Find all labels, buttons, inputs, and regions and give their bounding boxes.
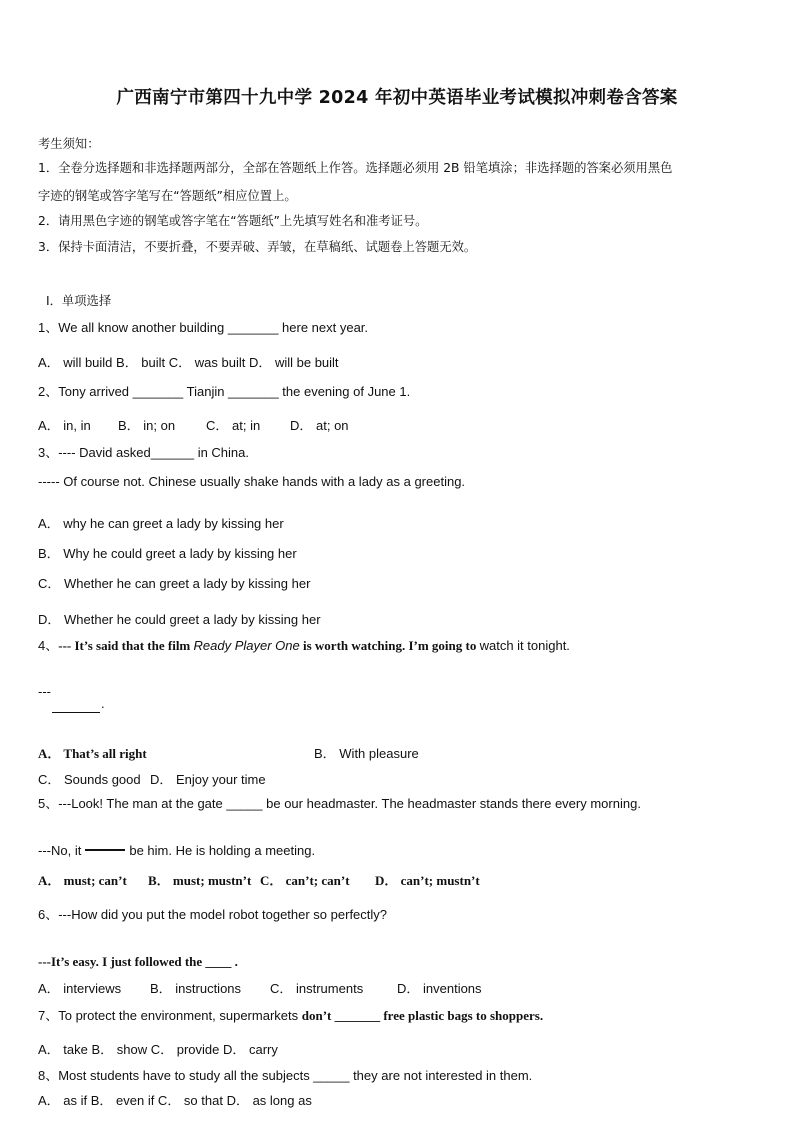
q4-number: 4、 — [38, 638, 59, 653]
q5-option-a: A． must; can’t — [38, 873, 127, 888]
q4-text-post: watch it tonight. — [479, 638, 570, 653]
q5-stem: 5、---Look! The man at the gate _____ be our headmaster. The headmaster stands there every morning. — [38, 796, 641, 811]
q4-text-mid: is worth watching. I’m going to — [299, 638, 480, 653]
q4-text-pre: --- It’s said that the film — [58, 638, 194, 653]
q5-reply-pre: ---No, it — [38, 843, 82, 858]
q4-option-d: D． Enjoy your time — [150, 772, 266, 787]
q2-option-b: B． in; on — [118, 418, 176, 433]
notice-item-3: 3．保持卡面清洁，不要折叠，不要弄破、弄皱，在草稿纸、试题卷上答题无效。 — [38, 240, 477, 254]
q3-option-d: D． Whether he could greet a lady by kissing her — [38, 612, 321, 627]
q2-stem: 2、Tony arrived _______ Tianjin _______ the evening of June 1. — [38, 384, 411, 399]
q4-option-c: C． Sounds good — [38, 772, 141, 787]
q2-option-a: A． in, in — [38, 418, 91, 433]
q4-period: . — [101, 696, 105, 711]
q7-options: A． take B． show C． provide D． carry — [38, 1042, 278, 1057]
q1-options: A． will build B． built C． was built D． will be built — [38, 355, 339, 370]
q6-option-b: B． instructions — [150, 981, 242, 996]
q4-reply-dash: --- — [38, 684, 51, 699]
notice-item-1b: 字迹的钢笔或答字笔写在“答题纸”相应位置上。 — [38, 189, 297, 203]
q4-option-a: A． That’s all right — [38, 746, 147, 761]
q5-option-d: D． can’t; mustn’t — [375, 873, 480, 888]
q5-answer-blank — [85, 849, 125, 851]
q5-option-c: C． can’t; can’t — [260, 873, 350, 888]
q5-option-b: B． must; mustn’t — [148, 873, 252, 888]
q8-stem: 8、Most students have to study all the subjects _____ they are not interested in them. — [38, 1068, 533, 1083]
exam-title: 广西南宁市第四十九中学 2024 年初中英语毕业考试模拟冲刺卷含答案 — [116, 88, 678, 108]
q1-stem: 1、We all know another building _______ here next year. — [38, 320, 369, 335]
q7-stem — [38, 1008, 543, 1024]
q6-stem: 6、---How did you put the model robot together so perfectly? — [38, 907, 388, 922]
q7-stem-a: 7、To protect the environment, supermarkets — [38, 1008, 302, 1023]
notice-item-2: 2．请用黑色字迹的钢笔或答字笔在“答题纸”上先填写姓名和准考证号。 — [38, 214, 428, 228]
notice-item-1a: 1．全卷分选择题和非选择题两部分，全部在答题纸上作答。选择题必须用 2B 铅笔填涂；非选择题的答案必须用黑色 — [38, 161, 673, 175]
q7-stem-b: don’t _______ free plastic bags to shoppers. — [301, 1008, 544, 1023]
notice-heading: 考生须知： — [38, 137, 100, 151]
q4-stem — [38, 638, 570, 654]
q3-stem: 3、---- David asked______ in China. — [38, 445, 249, 460]
q3-option-b: B． Why he could greet a lady by kissing her — [38, 546, 297, 561]
q4-answer-blank — [52, 712, 100, 713]
q3-option-c: C． Whether he can greet a lady by kissing her — [38, 576, 311, 591]
q5-reply-post: be him. He is holding a meeting. — [129, 843, 316, 858]
q4-options-row2 — [38, 772, 266, 788]
q6-option-c: C． instruments — [270, 981, 364, 996]
q3-reply: ----- Of course not. Chinese usually shake hands with a lady as a greeting. — [38, 474, 466, 489]
q5-reply — [38, 843, 315, 859]
q8-options: A． as if B． even if C． so that D． as long as — [38, 1093, 312, 1108]
q4-options-row1 — [38, 746, 419, 762]
q4-option-b: B． With pleasure — [314, 746, 419, 761]
q6-option-d: D． inventions — [397, 981, 482, 996]
section-heading: Ⅰ．单项选择 — [46, 294, 112, 308]
q6-option-a: A． interviews — [38, 981, 122, 996]
q3-option-a: A． why he can greet a lady by kissing her — [38, 516, 284, 531]
q6-reply: ---It’s easy. I just followed the ____ . — [38, 954, 238, 969]
q6-options — [38, 981, 482, 997]
q4-film-title: Ready Player One — [193, 638, 300, 653]
q2-options — [38, 418, 349, 434]
q2-option-c: C． at; in — [206, 418, 261, 433]
q2-option-d: D． at; on — [290, 418, 349, 433]
q5-options — [38, 873, 480, 889]
